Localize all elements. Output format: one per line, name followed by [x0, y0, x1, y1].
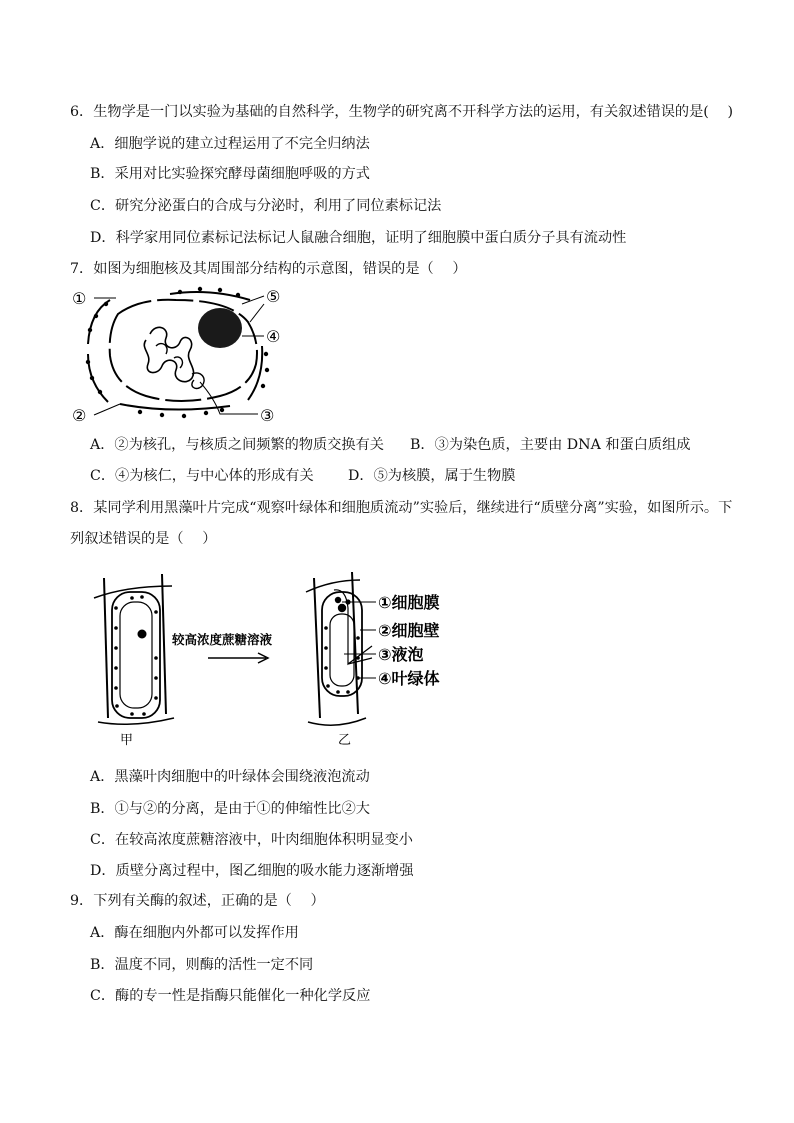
legend-cell-wall: ②细胞壁: [378, 621, 440, 640]
cell-b-label: 乙: [338, 733, 352, 748]
q7-option-a: A．②为核孔，与核质之间频繁的物质交换有关: [90, 437, 384, 453]
q6-stem: 6．生物学是一门以实验为基础的自然科学，生物学的研究离不开科学方法的运用，有关叙述错误的是( ): [70, 104, 734, 120]
q9-option-c: C．酶的专一性是指酶只能催化一种化学反应: [90, 988, 371, 1004]
q7-option-c: C．④为核仁，与中心体的形成有关: [90, 468, 314, 484]
q8-stem-line2: 列叙述错误的是（ ）: [70, 531, 217, 547]
q6-option-a: A．细胞学说的建立过程运用了不完全归纳法: [90, 136, 370, 152]
q8-option-a: A．黑藻叶肉细胞中的叶绿体会围绕液泡流动: [90, 769, 370, 785]
legend-chloroplast: ④叶绿体: [378, 669, 440, 688]
figure-label-5: ⑤: [266, 287, 281, 306]
q8-option-b: B．①与②的分离，是由于①的伸缩性比②大: [90, 801, 370, 817]
q8-option-c: C．在较高浓度蔗糖溶液中，叶肉细胞体积明显变小: [90, 832, 413, 848]
q7-option-d: D．⑤为核膜，属于生物膜: [348, 468, 516, 484]
q9-option-a: A．酶在细胞内外都可以发挥作用: [90, 925, 299, 941]
legend-cell-membrane: ①细胞膜: [378, 593, 440, 612]
q9-stem: 9．下列有关酶的叙述，正确的是（ ）: [70, 893, 325, 909]
q9-option-b: B．温度不同，则酶的活性一定不同: [90, 957, 314, 973]
q6-option-b: B．采用对比实验探究酵母菌细胞呼吸的方式: [90, 166, 370, 182]
q8-option-d: D．质壁分离过程中，图乙细胞的吸水能力逐渐增强: [90, 863, 414, 879]
figure-label-3: ③: [260, 406, 275, 425]
q6-option-d: D．科学家用同位素标记法标记人鼠融合细胞，证明了细胞膜中蛋白质分子具有流动性: [90, 230, 627, 246]
q6-option-c: C．研究分泌蛋白的合成与分泌时，利用了同位素标记法: [90, 198, 442, 214]
cell-a-label: 甲: [120, 733, 134, 748]
figure-label-1: ①: [72, 289, 87, 308]
legend-vacuole: ③液泡: [378, 645, 424, 664]
figure-label-4: ④: [266, 327, 281, 346]
plasmolysis-figure: [76, 568, 496, 750]
arrow-label: 较高浓度蔗糖溶液: [172, 632, 273, 647]
q7-option-b: B．③为染色质，主要由 DNA 和蛋白质组成: [410, 437, 691, 453]
q7-stem: 7．如图为细胞核及其周围部分结构的示意图，错误的是（ ）: [70, 261, 467, 277]
figure-label-2: ②: [72, 406, 87, 425]
q8-stem-line1: 8．某同学利用黑藻叶片完成“观察叶绿体和细胞质流动”实验后，继续进行“质壁分离”实验，如图所示。下: [70, 500, 733, 516]
nucleus-figure: [70, 282, 310, 430]
